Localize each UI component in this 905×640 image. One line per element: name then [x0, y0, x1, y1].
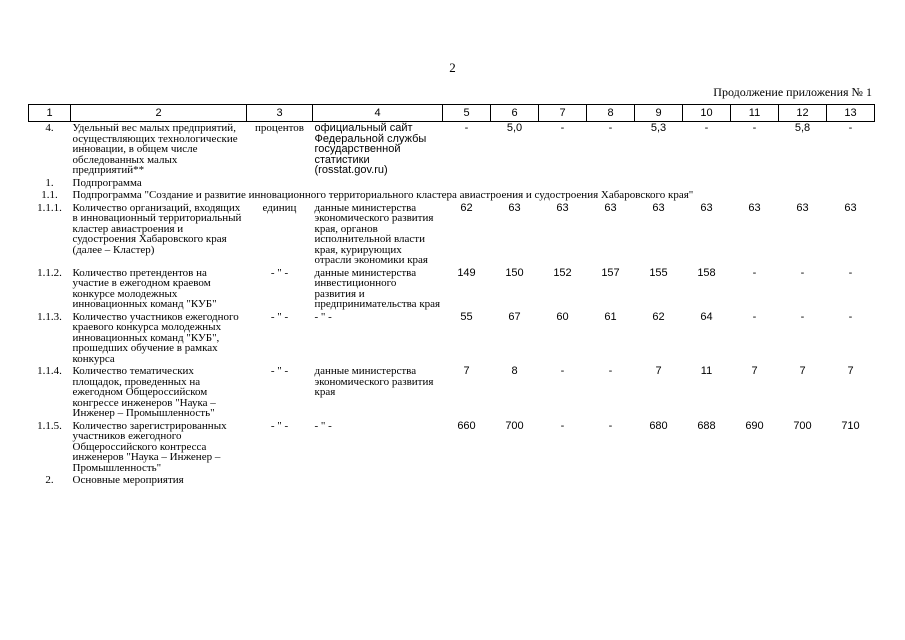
source-cell: - " -: [314, 419, 332, 432]
value-cell: 7: [655, 365, 662, 377]
section-row: [29, 189, 875, 202]
header-cell: 3: [247, 105, 313, 122]
value-cell: 63: [796, 201, 809, 214]
value-cell: 63: [844, 201, 857, 214]
unit-cell: - " -: [270, 419, 289, 432]
row-number: 1.1.4.: [37, 365, 62, 377]
header-cell: 4: [313, 105, 443, 122]
value-cell: 64: [700, 310, 713, 323]
value-cell: 63: [652, 201, 665, 214]
value-cell: 149: [457, 266, 476, 279]
value-cell: 11: [700, 365, 713, 377]
value-cell: 700: [505, 419, 524, 432]
value-cell: 660: [457, 419, 476, 432]
value-cell: -: [800, 266, 805, 279]
value-cell: -: [608, 365, 613, 377]
indicator-name: Количество претендентов на участие в ежегодном краевом конкурсе молодежных инновационных команд "КУБ": [72, 266, 217, 310]
row-number: 1.1.3.: [37, 310, 62, 323]
header-cell: 5: [443, 105, 491, 122]
section-row: [29, 177, 875, 190]
value-cell: 7: [751, 365, 758, 377]
table-row: [29, 311, 875, 366]
indicators-table: [28, 104, 875, 487]
value-cell: 5,3: [650, 122, 667, 134]
page-number: 2: [449, 60, 456, 75]
section-title: Основные мероприятия: [72, 474, 184, 486]
indicator-name: Количество тематических площадок, проведенных на ежегодном Общероссийском конгрессе инженеров "Наука – Инженер – Промышленность": [72, 365, 216, 419]
value-cell: 152: [553, 266, 572, 279]
source-cell: данные министерства экономического развития края: [314, 365, 434, 398]
value-cell: 7: [463, 365, 470, 377]
value-cell: 680: [649, 419, 668, 432]
value-cell: -: [704, 122, 709, 134]
value-cell: 5,8: [794, 122, 811, 134]
value-cell: 155: [649, 266, 668, 279]
header-cell: 8: [587, 105, 635, 122]
header-cell: 11: [731, 105, 779, 122]
header-cell: 13: [827, 105, 875, 122]
value-cell: 55: [460, 310, 473, 323]
row-number: 1.1.5.: [37, 419, 62, 432]
unit-cell: единиц: [262, 201, 297, 214]
value-cell: 63: [508, 201, 521, 214]
value-cell: 7: [799, 365, 806, 377]
continuation-label: Продолжение приложения № 1: [713, 85, 872, 99]
value-cell: 688: [697, 419, 716, 432]
value-cell: 700: [793, 419, 812, 432]
value-cell: 157: [601, 266, 620, 279]
value-cell: 8: [511, 365, 518, 377]
value-cell: 67: [508, 310, 521, 323]
indicator-name: Удельный вес малых предприятий, осуществляющих технологические инновации, в общем числе обследованных малых предприятий**: [72, 122, 238, 176]
value-cell: 61: [604, 310, 617, 323]
value-cell: 63: [604, 201, 617, 214]
row-number: 1.1.2.: [37, 266, 62, 279]
header-cell: 2: [71, 105, 247, 122]
value-cell: -: [752, 310, 757, 323]
value-cell: -: [752, 266, 757, 279]
table-row: [29, 202, 875, 267]
value-cell: -: [464, 122, 469, 134]
value-cell: 7: [847, 365, 854, 377]
value-cell: 150: [505, 266, 524, 279]
indicator-name: Количество организаций, входящих в инновационный территориальный кластер авиастроения и судостроения Хабаровского края (далее – Кластер): [72, 201, 242, 256]
section-title: Подпрограмма "Создание и развитие инновационного территориального кластера авиастроения и судостроения Хабаровского края": [72, 189, 694, 201]
value-cell: 63: [556, 201, 569, 214]
source-cell: данные министерства экономического развития края, органов исполнительной власти края, курирующих отрасли экономики края: [314, 201, 434, 266]
row-number: 1.: [45, 176, 54, 189]
value-cell: -: [608, 122, 613, 134]
table-row: [29, 267, 875, 311]
header-cell: 7: [539, 105, 587, 122]
row-number: 1.1.1.: [37, 201, 62, 214]
value-cell: 158: [697, 266, 716, 279]
value-cell: -: [560, 419, 565, 432]
table-row: [29, 420, 875, 475]
header-cell: 6: [491, 105, 539, 122]
section-row: [29, 474, 875, 487]
header-cell: 1: [29, 105, 71, 122]
indicator-name: Количество участников ежегодного краевого конкурса молодежных инновационных команд "КУБ", прошедших обучение в рамках конкурса: [72, 310, 239, 365]
value-cell: -: [848, 310, 853, 323]
value-cell: -: [560, 365, 565, 377]
source-cell: данные министерства инвестиционного развития и предпринимательства края: [314, 266, 441, 310]
section-title: Подпрограмма: [72, 176, 142, 189]
row-number: 2.: [45, 474, 54, 486]
value-cell: 63: [700, 201, 713, 214]
value-cell: 60: [556, 310, 569, 323]
value-cell: 62: [652, 310, 665, 323]
value-cell: 63: [748, 201, 761, 214]
unit-cell: - " -: [270, 365, 289, 377]
value-cell: 710: [841, 419, 860, 432]
value-cell: -: [560, 122, 565, 134]
unit-cell: процентов: [255, 122, 304, 134]
value-cell: -: [848, 122, 853, 134]
source-cell: - " -: [314, 310, 332, 323]
row-number: 4.: [45, 122, 54, 134]
table-row: [29, 365, 875, 420]
source-cell: официальный сайт Федеральной службы государственной статистики (rosstat.gov.ru): [314, 122, 427, 176]
indicator-name: Количество зарегистрированных участников ежегодного Общероссийского контресса инженеров "Наука – Инженер – Промышленность": [72, 419, 227, 474]
header-cell: 12: [779, 105, 827, 122]
value-cell: -: [608, 419, 613, 432]
value-cell: 5,0: [506, 122, 523, 134]
value-cell: -: [752, 122, 757, 134]
header-cell: 10: [683, 105, 731, 122]
header-row: [29, 105, 875, 122]
value-cell: -: [848, 266, 853, 279]
value-cell: 690: [745, 419, 764, 432]
value-cell: -: [800, 310, 805, 323]
unit-cell: - " -: [270, 266, 289, 279]
table-row: [29, 122, 875, 177]
row-number: 1.1.: [41, 189, 58, 201]
value-cell: 62: [460, 201, 473, 214]
unit-cell: - " -: [270, 310, 289, 323]
header-cell: 9: [635, 105, 683, 122]
